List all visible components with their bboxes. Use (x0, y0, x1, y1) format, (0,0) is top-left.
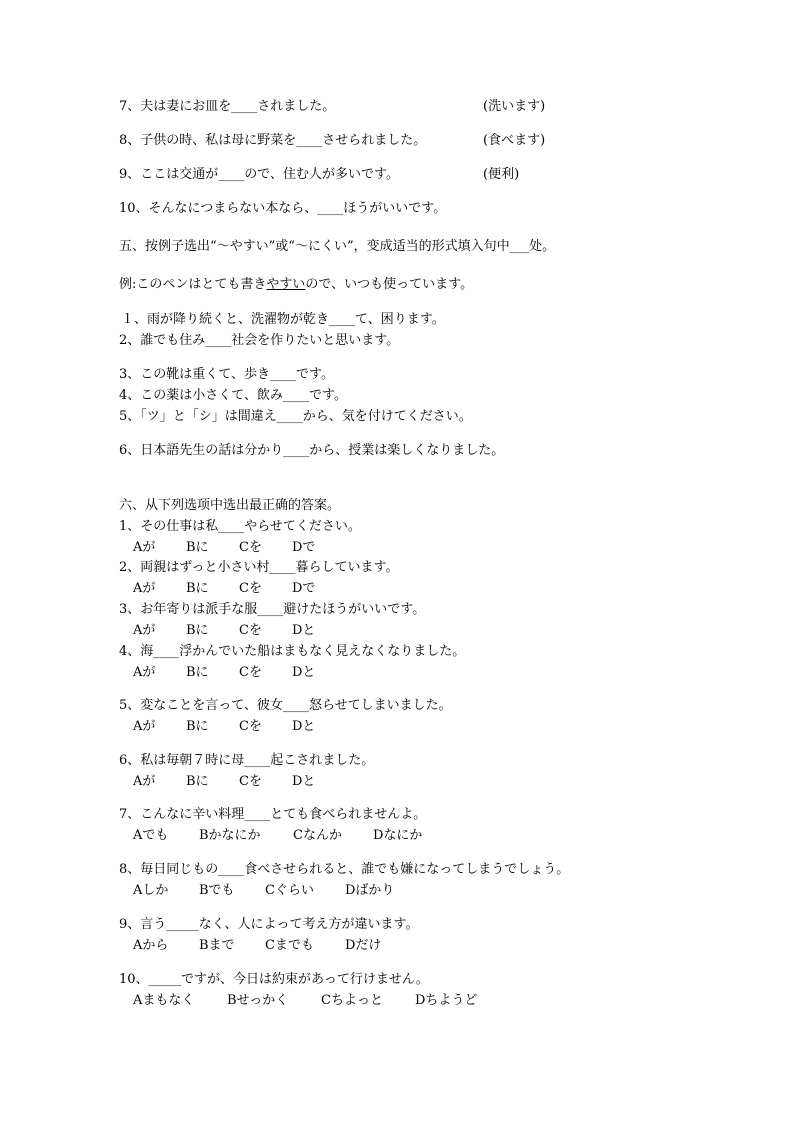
option-a: Aから (133, 938, 169, 953)
option-d: Dばかり (345, 883, 395, 898)
option-b: Bせっかく (227, 993, 289, 1008)
option-c: Cを (239, 719, 262, 734)
option-d: Dで (292, 581, 316, 596)
section6-question-7: 7、こんなに辛い料理____とても食べられませんよ。 (119, 807, 427, 822)
option-b: Bかなにか (199, 828, 261, 843)
option-c: Cを (239, 774, 262, 789)
section6-question-8: 8、毎日同じもの____食べさせられると、誰でも嫌になってしまうでしょう。 (119, 862, 570, 877)
option-c: Cぐらい (265, 883, 314, 898)
example-underlined-word: やすい (266, 277, 306, 292)
section5-item-4: 4、この薬は小さくて、飲み____です。 (119, 388, 347, 403)
option-d: Dと (292, 774, 316, 789)
option-b: Bに (186, 719, 209, 734)
option-a: Aが (133, 665, 156, 680)
section6-options-2 (133, 582, 315, 595)
option-d: Dで (292, 540, 316, 555)
option-a: Aが (133, 581, 156, 596)
option-b: Bに (186, 665, 209, 680)
section5-item-2: 2、誰でも住み____社会を作りたいと思います。 (119, 333, 400, 348)
option-b: Bまで (199, 938, 235, 953)
section5-item-6: 6、日本語先生の話は分かり____から、授業は楽しくなりました。 (119, 443, 505, 458)
option-d: Dだけ (345, 938, 382, 953)
section6-options-9 (133, 939, 381, 952)
section6-question-2: 2、両親はずっと小さい村____暮らしています。 (119, 560, 399, 575)
section6-options-4 (133, 666, 315, 679)
section6-question-1: 1、その仕事は私____やらせてください。 (119, 519, 361, 534)
section6-options-6 (133, 775, 315, 788)
prev-hint-7: (洗います) (483, 99, 546, 114)
prev-question-9: 9、ここは交通が____ので、住む人が多いです。 (119, 167, 399, 182)
section6-title: 六、从下列选项中选出最正确的答案。 (119, 498, 341, 513)
option-a: Aが (133, 540, 156, 555)
section5-item-5: 5、「ツ」と「シ」は間違え____から、気を付けてください。 (119, 409, 472, 424)
section6-question-9: 9、言う_____なく、人によって考え方が違います。 (119, 917, 419, 932)
section6-options-5 (133, 720, 315, 733)
section5-title: 五、按例子选出“～やすい”或“～にくい”，变成适当的形式填入句中___处。 (119, 239, 556, 254)
option-c: Cなんか (293, 828, 342, 843)
section6-question-3: 3、お年寄りは派手な服____避けたほうがいいです。 (119, 602, 426, 617)
option-a: Aが (133, 719, 156, 734)
option-c: Cを (239, 665, 262, 680)
section5-item-1: １、雨が降り続くと、洗濯物が乾き____て、困ります。 (121, 312, 445, 327)
option-d: Dと (292, 719, 316, 734)
section6-options-8 (133, 884, 394, 897)
prev-hint-9: (便利) (483, 167, 520, 182)
option-b: Bに (186, 774, 209, 789)
section6-options-10 (133, 994, 477, 1007)
option-a: Aが (133, 623, 156, 638)
option-c: Cまでも (265, 938, 314, 953)
option-a: Aまもなく (133, 993, 195, 1008)
option-c: Cを (239, 540, 262, 555)
option-c: Cを (239, 581, 262, 596)
section5-example (119, 278, 473, 291)
option-c: Cちよっと (321, 993, 383, 1008)
option-d: Dちようど (415, 993, 478, 1008)
option-b: Bでも (199, 883, 235, 898)
prev-question-7: 7、夫は妻にお皿を____されました。 (119, 99, 336, 114)
option-b: Bに (186, 623, 209, 638)
section6-options-1 (133, 541, 315, 554)
section6-question-6: 6、私は毎朝７時に母____起こされました。 (119, 753, 375, 768)
option-b: Bに (186, 581, 209, 596)
section5-item-3: 3、この靴は重くて、歩き____です。 (119, 367, 334, 382)
section6-options-3 (133, 624, 315, 637)
section6-question-4: 4、海____浮かんでいた船はまもなく見えなくなりました。 (119, 644, 466, 659)
option-c: Cを (239, 623, 262, 638)
option-d: Dなにか (373, 828, 423, 843)
section6-options-7 (133, 829, 422, 842)
prev-question-8: 8、子供の時、私は母に野菜を____させられました。 (119, 133, 427, 148)
example-text-end: ので、いつも使っています。 (305, 277, 474, 292)
section6-question-5: 5、変なことを言って、彼女____怒らせてしまいました。 (119, 698, 452, 713)
example-text-start: 例:このペンはとても書き (119, 277, 267, 292)
prev-question-10: 10、そんなにつまらない本なら、____ほうがいいです。 (119, 201, 447, 216)
option-d: Dと (292, 623, 316, 638)
prev-hint-8: (食べます) (483, 133, 546, 148)
section6-question-10: 10、_____ですが、今日は約束があって行けません。 (119, 972, 429, 987)
option-d: Dと (292, 665, 316, 680)
option-a: Aしか (133, 883, 169, 898)
option-a: Aが (133, 774, 156, 789)
option-a: Aでも (133, 828, 169, 843)
option-b: Bに (186, 540, 209, 555)
